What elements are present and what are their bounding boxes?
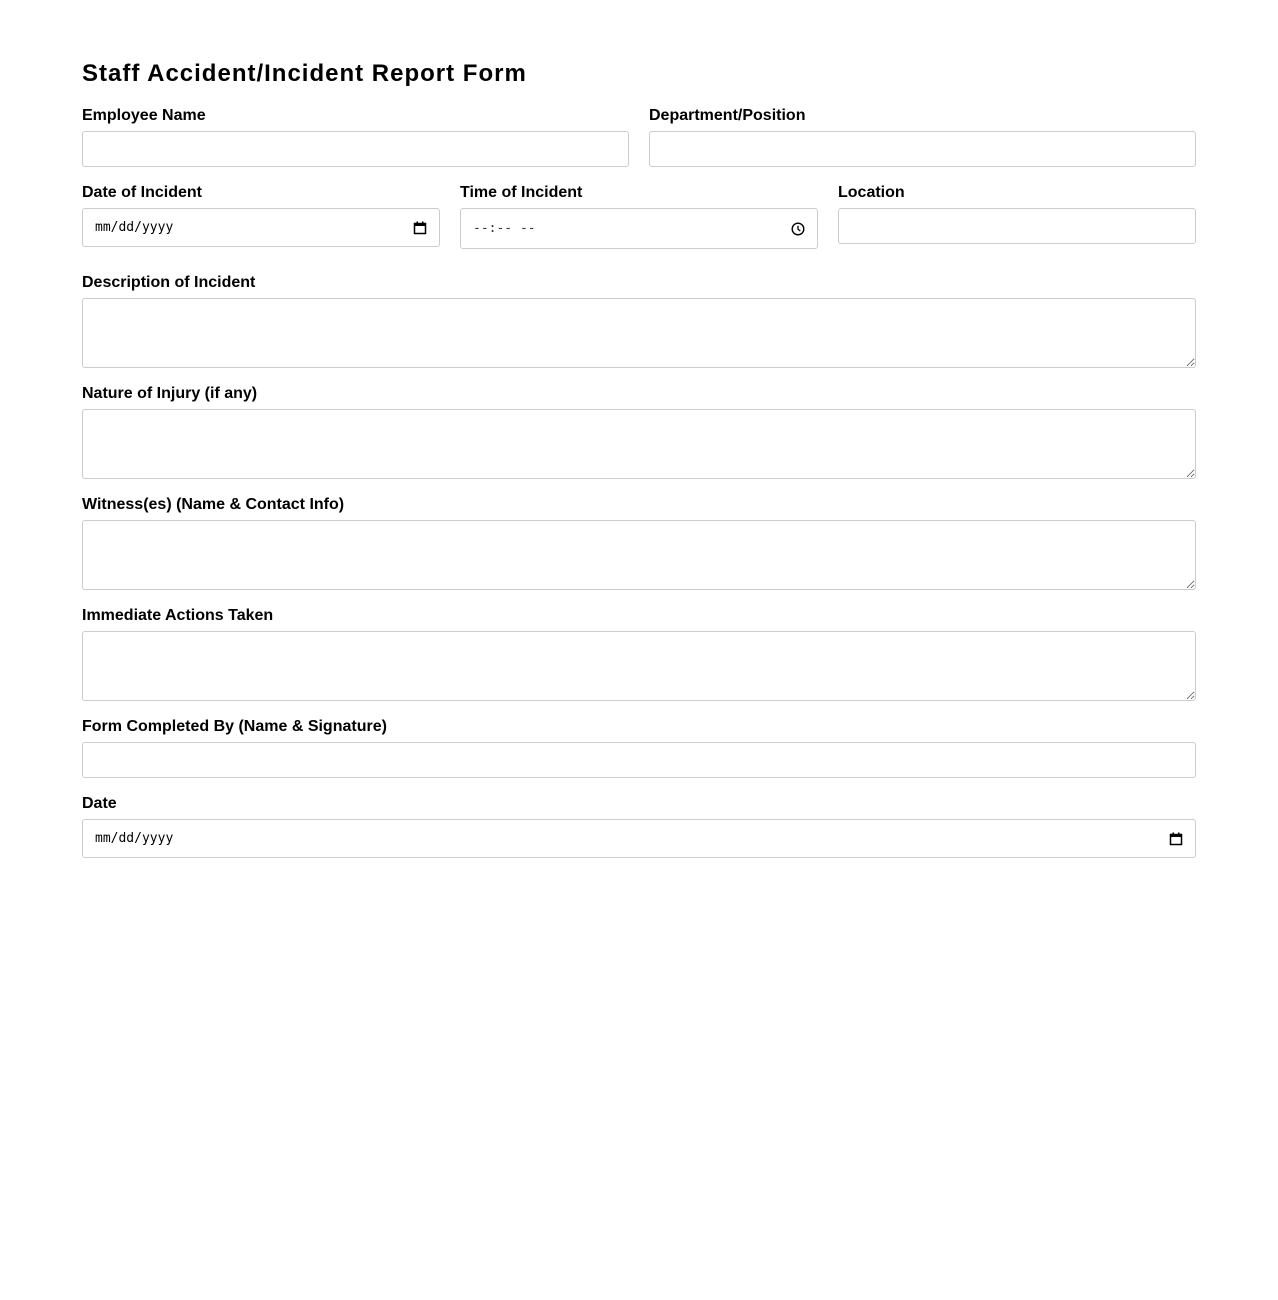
date-input[interactable]: [82, 819, 1196, 858]
page-title: Staff Accident/Incident Report Form: [82, 60, 527, 87]
witnesses-label: Witness(es) (Name & Contact Info): [82, 496, 345, 513]
immediate-actions-group: [82, 606, 1196, 701]
description-group: [82, 273, 1196, 368]
time-of-incident-group: [460, 183, 818, 249]
department-position-label: Department/Position: [649, 107, 806, 124]
location-label: Location: [838, 184, 905, 201]
date-group: [82, 794, 1196, 858]
calendar-icon[interactable]: [412, 220, 428, 236]
calendar-icon[interactable]: [1168, 831, 1184, 847]
immediate-actions-textarea[interactable]: [82, 631, 1196, 701]
location-input[interactable]: [838, 208, 1196, 244]
nature-of-injury-group: [82, 384, 1196, 479]
employee-name-input[interactable]: [82, 131, 629, 167]
employee-name-group: [82, 106, 629, 167]
witnesses-textarea[interactable]: [82, 520, 1196, 590]
witnesses-group: [82, 495, 1196, 590]
date-of-incident-placeholder: mm/dd/yyyy: [95, 220, 174, 235]
date-of-incident-group: [82, 183, 440, 249]
employee-name-label: Employee Name: [82, 107, 206, 124]
time-of-incident-input[interactable]: [460, 208, 818, 249]
date-of-incident-input[interactable]: [82, 208, 440, 247]
completed-by-group: [82, 717, 1196, 778]
immediate-actions-label: Immediate Actions Taken: [82, 607, 274, 624]
nature-of-injury-textarea[interactable]: [82, 409, 1196, 479]
completed-by-label: Form Completed By (Name & Signature): [82, 718, 387, 735]
incident-report-form: [82, 58, 1196, 858]
completed-by-input[interactable]: [82, 742, 1196, 778]
description-textarea[interactable]: [82, 298, 1196, 368]
description-label: Description of Incident: [82, 274, 256, 291]
time-of-incident-label: Time of Incident: [460, 184, 583, 201]
clock-icon[interactable]: [790, 221, 806, 237]
department-position-input[interactable]: [649, 131, 1196, 167]
row-employee-department: [82, 106, 1196, 167]
row-date-time-location: [82, 183, 1196, 249]
time-of-incident-placeholder: --:-- --: [473, 221, 536, 236]
nature-of-injury-label: Nature of Injury (if any): [82, 385, 258, 402]
date-label: Date: [82, 795, 117, 812]
department-position-group: [649, 106, 1196, 167]
date-placeholder: mm/dd/yyyy: [95, 831, 174, 846]
location-group: [838, 183, 1196, 249]
date-of-incident-label: Date of Incident: [82, 184, 203, 201]
